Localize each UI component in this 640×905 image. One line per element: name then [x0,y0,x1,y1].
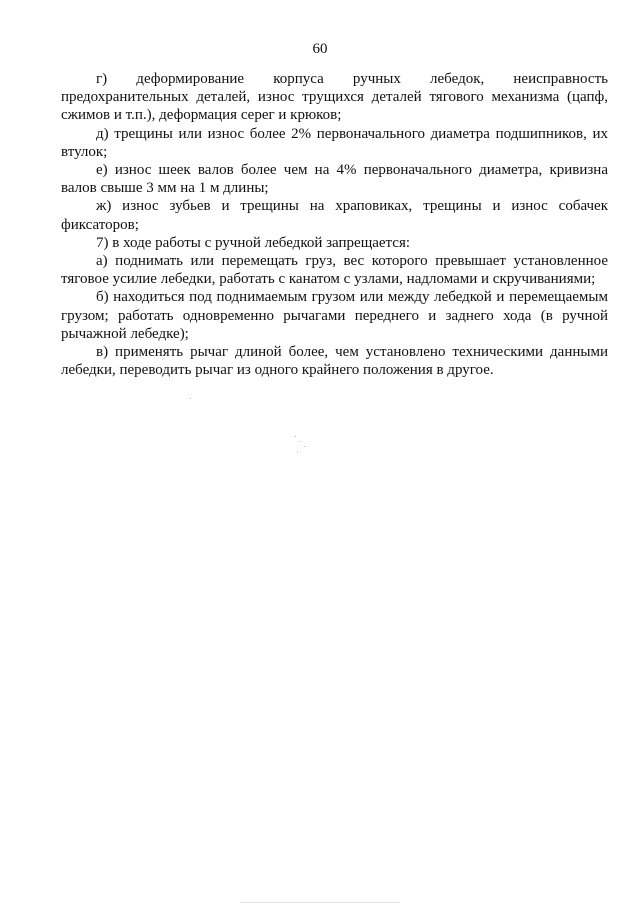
scan-speck [297,452,298,453]
scan-speck [304,446,305,447]
paragraph-a: а) поднимать или перемещать груз, вес которого превышает установленное тяговое усилие лебедки, работать с канатом с узлами, надломами и скручиваниями; [61,253,608,288]
paragraph-d: д) трещины или износ более 2% первоначального диаметра подшипников, их втулок; [61,125,608,160]
page-number: 60 [312,41,328,57]
paragraph-7: 7) в ходе работы с ручной лебедкой запрещается: [96,234,411,251]
paragraph-g: г) деформирование корпуса ручных лебедок, неисправность предохранительных деталей, износ трущихся деталей тягового механизма (цапф, сжимов и т.п.), деформация серег и крюков; [61,71,608,124]
scan-speck [300,441,301,442]
paragraph-e: е) износ шеек валов более чем на 4% первоначального диаметра, кривизна валов свыше 3 мм на 1 м длины; [61,162,608,197]
scan-speck [190,398,191,399]
document-body [61,70,608,379]
paragraph-v: в) применять рычаг длиной более, чем установлено техническими данными лебедки, переводить рычаг из одного крайнего положения в другое. [61,344,608,379]
paragraph-zh: ж) износ зубьев и трещины на храповиках, трещины и износ собачек фиксаторов; [61,198,608,233]
paragraph-b: б) находиться под поднимаемым грузом или между лебедкой и перемещаемым грузом; работать одновременно рычагами переднего и заднего хода (в ручной рычажной лебедке); [61,289,608,342]
scan-bottom-edge [240,902,400,903]
scan-speck [295,436,296,437]
